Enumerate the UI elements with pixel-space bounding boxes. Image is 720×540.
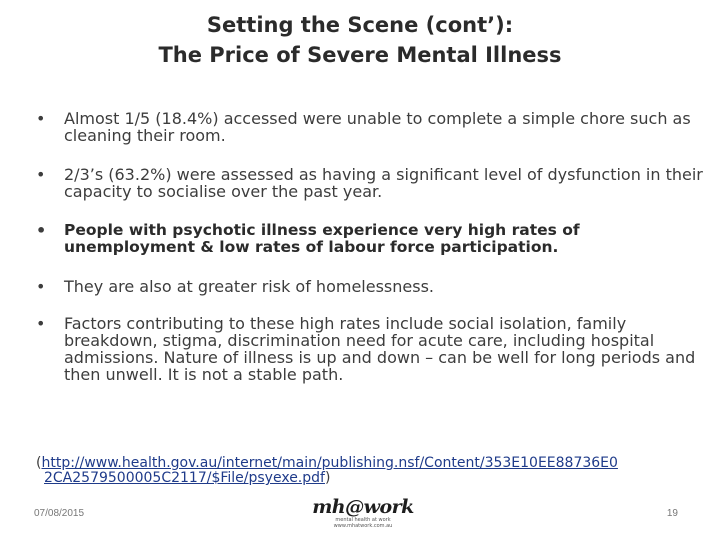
slide-title-line2: The Price of Severe Mental Illness [158, 43, 562, 67]
source-open-paren: ( [36, 455, 42, 471]
bullet-item-bold: • People with psychotic illness experience very high rates of unemployment & low rates of labour force participation. [36, 222, 708, 256]
page-number: 19 [666, 508, 678, 519]
slide-title [0, 10, 720, 70]
mhatwork-logo [308, 497, 418, 529]
footer-date: 07/08/2015 [34, 508, 85, 519]
logo-website: www.mhatwork.com.au [333, 523, 393, 529]
slide-title-line1: Setting the Scene (cont’): [206, 13, 514, 37]
logo-tagline: mental health at work [335, 517, 391, 523]
bullet-item: • They are also at greater risk of homelessness. [36, 278, 708, 295]
source-citation [36, 456, 696, 486]
bullet-item: • Almost 1/5 (18.4%) accessed were unable to complete a simple chore such as cleaning their room. [36, 110, 708, 144]
bullet-item: • Factors contributing to these high rates include social isolation, family breakdown, stigma, discrimination need for acute care, including hospital admissions. Nature of illness is up and down – can be well for long periods and then unwell. It is not a stable path. [36, 315, 708, 383]
source-link-line1[interactable]: http://www.health.gov.au/internet/main/publishing.nsf/Content/353E10EE88736E0 [41, 455, 618, 471]
bullet-item: • 2/3’s (63.2%) were assessed as having a significant level of dysfunction in their capacity to socialise over the past year. [36, 166, 708, 200]
source-link-line2[interactable]: 2CA2579500005C2117/$File/psyexe.pdf [44, 470, 325, 486]
bullet-list [36, 110, 708, 405]
source-close-paren: ) [324, 470, 331, 486]
source-link[interactable] [36, 455, 626, 486]
logo-mark: mh@work [312, 496, 414, 518]
